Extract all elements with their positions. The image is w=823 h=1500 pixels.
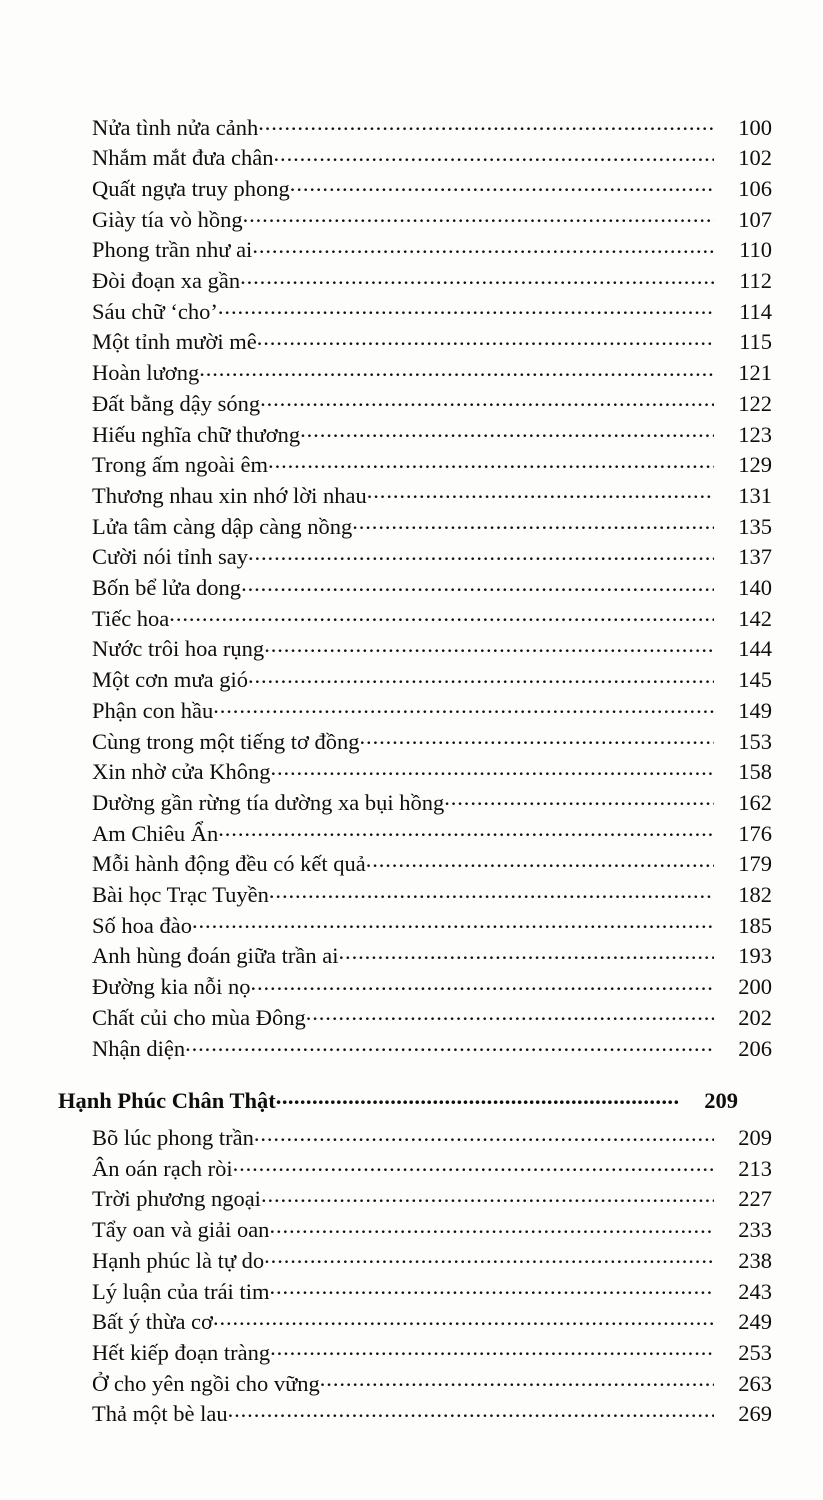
toc-entry-title: Dường gần rừng tía dường xa bụi hồng — [92, 789, 445, 815]
toc-entry-page-number: 112 — [739, 268, 772, 294]
table-of-contents — [58, 112, 772, 1430]
toc-entry[interactable] — [58, 1276, 772, 1307]
toc-entry[interactable] — [58, 143, 772, 174]
toc-entry[interactable] — [58, 296, 772, 327]
toc-entry-page-number: 114 — [739, 298, 772, 324]
toc-entry-page-number: 209 — [738, 1125, 772, 1150]
dot-leader — [260, 388, 714, 411]
toc-entry[interactable] — [58, 1215, 772, 1246]
dot-leader — [276, 1086, 680, 1109]
toc-entry-page-number: 213 — [738, 1155, 772, 1181]
dot-leader — [339, 941, 714, 964]
toc-entry-page-number: 233 — [738, 1217, 772, 1243]
toc-entry-title: Số hoa đào — [92, 912, 192, 938]
toc-entry[interactable] — [58, 204, 772, 235]
toc-entry-page-number: 269 — [738, 1401, 772, 1427]
dot-leader — [261, 1184, 714, 1207]
toc-entry-page-number: 106 — [738, 175, 772, 201]
toc-entry-title: Cười nói tỉnh say — [92, 544, 248, 570]
toc-entry-title: Bốn bể lửa dong — [92, 575, 242, 601]
toc-entry-page-number: 263 — [738, 1370, 772, 1396]
toc-entry-page-number: 149 — [738, 697, 772, 723]
toc-entry-page-number: 145 — [738, 667, 772, 693]
dot-leader — [320, 1368, 714, 1391]
toc-entry-page-number: 100 — [738, 114, 772, 140]
toc-entry-page-number: 200 — [738, 974, 772, 1000]
dot-leader — [243, 204, 714, 227]
dot-leader — [248, 542, 714, 565]
dot-leader — [264, 634, 714, 657]
toc-entry-title: Thả một bè lau — [92, 1401, 228, 1427]
dot-leader — [270, 757, 714, 780]
toc-entry-title: Hạnh Phúc Chân Thật — [58, 1088, 276, 1114]
toc-entry-title: Ở cho yên ngồi cho vững — [92, 1370, 320, 1396]
toc-entry[interactable] — [58, 112, 772, 143]
toc-entry[interactable] — [58, 450, 772, 481]
toc-entry-page-number: 131 — [738, 482, 772, 508]
toc-entry[interactable] — [58, 542, 772, 573]
toc-entry-page-number: 202 — [738, 1004, 772, 1030]
toc-entry[interactable] — [58, 634, 772, 665]
toc-entry-title: Một cơn mưa gió — [92, 667, 248, 693]
dot-leader — [240, 266, 714, 289]
toc-entry[interactable] — [58, 419, 772, 450]
toc-entry-title: Am Chiêu Ẩn — [92, 820, 219, 846]
dot-leader — [352, 511, 714, 534]
toc-entry[interactable] — [58, 1123, 772, 1154]
toc-entry[interactable] — [58, 1002, 772, 1033]
toc-entry-title: Bài học Trạc Tuyền — [92, 882, 269, 908]
toc-entry-title: Đất bằng dậy sóng — [92, 390, 261, 416]
toc-entry-title: Hết kiếp đoạn tràng — [92, 1339, 271, 1365]
toc-entry[interactable] — [58, 757, 772, 788]
toc-entry[interactable] — [58, 1153, 772, 1184]
toc-entry-title: Tiếc hoa — [92, 605, 170, 631]
toc-entry[interactable] — [58, 235, 772, 266]
dot-leader — [360, 726, 714, 749]
toc-entry-page-number: 162 — [738, 789, 772, 815]
dot-leader — [268, 450, 714, 473]
toc-entry-title: Lý luận của trái tim — [92, 1278, 270, 1304]
toc-entry-page-number: 140 — [738, 575, 772, 601]
toc-entry-title: Nửa tình nửa cảnh — [92, 114, 259, 140]
toc-entry-title: Thương nhau xin nhớ lời nhau — [92, 482, 367, 508]
dot-leader — [213, 1307, 714, 1330]
toc-entry-title: Hoàn lương — [92, 360, 200, 386]
toc-entry-page-number: 158 — [738, 759, 772, 785]
dot-leader — [300, 419, 714, 442]
dot-leader — [169, 603, 714, 626]
toc-entry-page-number: 137 — [738, 544, 772, 570]
toc-entry[interactable] — [58, 665, 772, 696]
dot-leader — [269, 1276, 714, 1299]
toc-entry-page-number: 206 — [738, 1035, 772, 1061]
toc-entry-title: Cùng trong một tiếng tơ đồng — [92, 728, 360, 754]
toc-entry-title: Hạnh phúc là tự do — [92, 1247, 265, 1273]
toc-entry[interactable] — [58, 972, 772, 1003]
dot-leader — [250, 972, 714, 995]
toc-entry[interactable] — [58, 358, 772, 389]
toc-entry-page-number: 142 — [738, 605, 772, 631]
dot-leader — [228, 1399, 714, 1422]
dot-leader — [257, 327, 714, 350]
toc-entry-title: Nước trôi hoa rụng — [92, 636, 265, 662]
toc-entry-title: Trong ấm ngoài êm — [92, 452, 269, 478]
toc-entry-page-number: 176 — [738, 820, 772, 846]
toc-entry-page-number: 238 — [738, 1247, 772, 1273]
dot-leader — [252, 235, 714, 258]
toc-entry[interactable] — [58, 388, 772, 419]
dot-leader — [367, 480, 714, 503]
dot-leader — [218, 296, 714, 319]
dot-leader — [241, 573, 714, 596]
toc-entry-title: Nhận diện — [92, 1035, 186, 1061]
dot-leader — [185, 1033, 714, 1056]
toc-entry-page-number: 121 — [738, 360, 772, 386]
dot-leader — [290, 173, 714, 196]
dot-leader — [213, 695, 714, 718]
toc-entry[interactable] — [58, 573, 772, 604]
toc-entry[interactable] — [58, 1033, 772, 1064]
toc-entry-title: Đường kia nỗi nọ — [92, 974, 251, 1000]
toc-entry-page-number: 144 — [738, 636, 772, 662]
toc-entry-page-number: 253 — [738, 1339, 772, 1365]
toc-entry-title: Trời phương ngoại — [92, 1186, 261, 1212]
dot-leader — [258, 112, 714, 135]
toc-entry-page-number: 122 — [738, 390, 772, 416]
toc-entry-title: Tẩy oan và giải oan — [92, 1217, 270, 1243]
dot-leader — [269, 1215, 714, 1238]
toc-entry-title: Chất củi cho mùa Đông — [92, 1004, 306, 1030]
dot-leader — [192, 910, 714, 933]
toc-entry[interactable] — [58, 1337, 772, 1368]
toc-entry-title: Nhắm mắt đưa chân — [92, 145, 274, 171]
toc-entry-title: Phận con hầu — [92, 697, 214, 723]
toc-entry[interactable] — [58, 1368, 772, 1399]
dot-leader — [254, 1123, 714, 1146]
toc-entry-page-number: 123 — [738, 421, 772, 447]
toc-entry-page-number: 102 — [738, 145, 772, 171]
toc-entry-page-number: 179 — [738, 851, 772, 877]
toc-entry-title: Bõ lúc phong trần — [92, 1125, 254, 1150]
dot-leader — [274, 143, 714, 166]
toc-entry[interactable] — [58, 1307, 772, 1338]
toc-entry-page-number: 193 — [738, 943, 772, 969]
toc-entry-page-number: 243 — [738, 1278, 772, 1304]
toc-entry[interactable] — [58, 173, 772, 204]
toc-entry[interactable] — [58, 511, 772, 542]
toc-entry-title: Hiếu nghĩa chữ thương — [92, 421, 301, 447]
toc-entry-title: Anh hùng đoán giữa trần ai — [92, 943, 339, 969]
dot-leader — [218, 818, 714, 841]
toc-entry-title: Phong trần như ai — [92, 237, 253, 263]
toc-entry[interactable] — [58, 910, 772, 941]
dot-leader — [444, 787, 714, 810]
dot-leader — [233, 1153, 714, 1176]
toc-entry-title: Một tỉnh mười mê — [92, 329, 257, 355]
toc-entry[interactable] — [58, 480, 772, 511]
toc-entry[interactable] — [58, 603, 772, 634]
toc-entry-title: Bất ý thừa cơ — [92, 1309, 213, 1335]
dot-leader — [306, 1002, 714, 1025]
toc-entry[interactable] — [58, 818, 772, 849]
toc-entry-page-number: 185 — [738, 912, 772, 938]
toc-entry-page-number: 249 — [738, 1309, 772, 1335]
toc-entry[interactable] — [58, 880, 772, 911]
toc-entry[interactable] — [58, 1245, 772, 1276]
toc-entry-title: Mỗi hành động đều có kết quả — [92, 851, 366, 877]
dot-leader — [248, 665, 714, 688]
toc-entry[interactable] — [58, 787, 772, 818]
toc-entry-page-number: 129 — [738, 452, 772, 478]
dot-leader — [270, 1337, 714, 1360]
toc-entry-page-number: 135 — [738, 513, 772, 539]
toc-entry-page-number: 227 — [738, 1186, 772, 1212]
toc-entry-title: Quất ngựa truy phong — [92, 175, 290, 201]
toc-entry[interactable] — [58, 266, 772, 297]
toc-entry-title: Lửa tâm càng dập càng nồng — [92, 513, 353, 539]
toc-part-entry[interactable] — [58, 1086, 738, 1117]
toc-entry[interactable] — [58, 849, 772, 880]
toc-entry[interactable] — [58, 941, 772, 972]
toc-entry-title: Ân oán rạch ròi — [92, 1155, 233, 1181]
toc-entry[interactable] — [58, 327, 772, 358]
toc-entry-page-number: 182 — [738, 882, 772, 908]
dot-leader — [199, 358, 714, 381]
toc-entry[interactable] — [58, 695, 772, 726]
toc-entry[interactable] — [58, 726, 772, 757]
toc-entry-title: Đòi đoạn xa gần — [92, 268, 241, 294]
dot-leader — [366, 849, 714, 872]
toc-entry-page-number: 153 — [738, 728, 772, 754]
toc-entry-page-number: 209 — [704, 1088, 738, 1114]
dot-leader — [264, 1245, 714, 1268]
toc-entry-title: Xin nhờ cửa Không — [92, 759, 271, 785]
dot-leader — [269, 880, 714, 903]
toc-entry-title: Giày tía vò hồng — [92, 206, 243, 232]
toc-entry-title: Sáu chữ ‘cho’ — [92, 298, 218, 324]
toc-entry[interactable] — [58, 1184, 772, 1215]
toc-entry-page-number: 107 — [738, 206, 772, 232]
toc-entry[interactable] — [58, 1399, 772, 1430]
toc-entry-page-number: 110 — [739, 237, 772, 263]
toc-entry-page-number: 115 — [739, 329, 772, 355]
